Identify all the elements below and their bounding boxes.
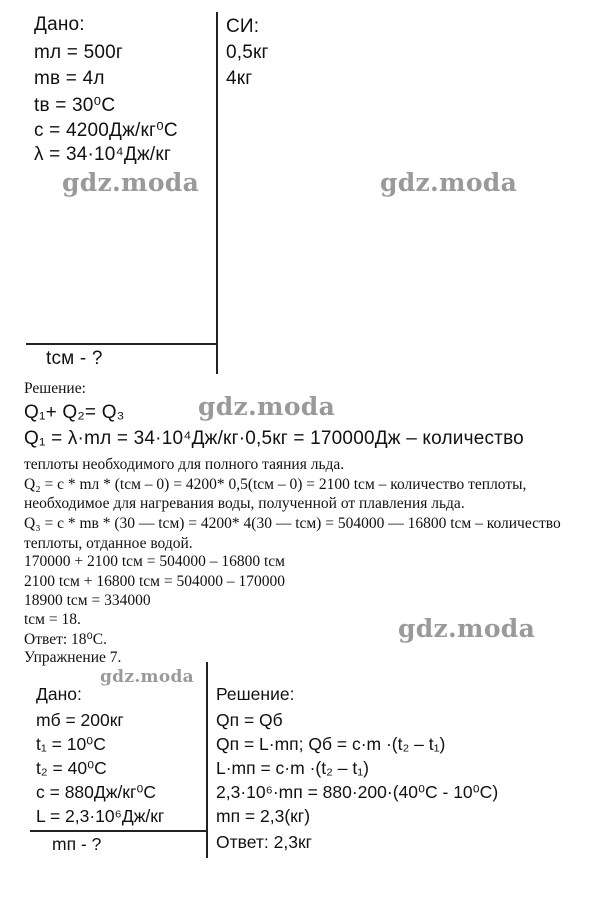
- given-line: mл = 500г: [34, 42, 123, 63]
- solution-line: tсм = 18.: [24, 611, 81, 628]
- solution-line-2: L·mп = c·m ·(t₂ – t₁): [216, 758, 369, 778]
- given-line: tв = 30⁰C: [34, 95, 116, 116]
- divider-vertical-1: [216, 12, 218, 374]
- exercise-title: Упражнение 7.: [24, 649, 122, 666]
- solution-answer: Ответ: 18⁰C.: [24, 631, 107, 648]
- divider-horizontal-1: [26, 343, 216, 345]
- solution-answer-2: Ответ: 2,3кг: [216, 832, 312, 852]
- solution-line-2: mп = 2,3(кг): [216, 806, 311, 826]
- si-header: СИ:: [226, 16, 260, 37]
- given-line: λ = 34·10⁴Дж/кг: [34, 144, 172, 165]
- given-line: L = 2,3·10⁶Дж/кг: [36, 806, 165, 826]
- solution-line: необходимое для нагревания воды, полученной от плавления льда.: [24, 495, 465, 512]
- given-header-2: Дано:: [36, 684, 82, 704]
- solution-line: теплоты, отданное водой.: [24, 535, 193, 552]
- solution-line: 2100 tсм + 16800 tсм = 504000 – 170000: [24, 573, 285, 590]
- given-line: c = 4200Дж/кг⁰C: [34, 120, 178, 141]
- watermark: gdz.moda: [380, 168, 518, 197]
- solution-line: Q₃ = c * mв * (30 — tсм) = 4200* 4(30 — tсм) = 504000 — 16800 tсм – количество: [24, 515, 561, 532]
- divider-vertical-2: [206, 662, 208, 858]
- watermark: gdz.moda: [100, 667, 194, 687]
- solution-line: теплоты необходимого для полного таяния льда.: [24, 456, 345, 473]
- find-1: tсм - ?: [46, 348, 103, 369]
- given-line: t₂ = 40⁰C: [36, 758, 107, 778]
- si-line: 0,5кг: [226, 42, 269, 63]
- solution-line-2: Qп = Qб: [216, 710, 283, 730]
- given-line: mб = 200кг: [36, 710, 124, 730]
- si-line: 4кг: [226, 68, 253, 89]
- solution-header: Решение:: [24, 380, 86, 397]
- solution-line-2: 2,3·10⁶·mп = 880·200·(40⁰C - 10⁰C): [216, 782, 499, 802]
- find-2: mп - ?: [52, 834, 102, 854]
- solution-equation: Q₁ = λ·mл = 34·10⁴Дж/кг·0,5кг = 170000Дж – количество: [24, 428, 524, 449]
- watermark: gdz.moda: [62, 168, 200, 197]
- solution-line: Q₂ = c * mл * (tсм – 0) = 4200* 0,5(tсм – 0) = 2100 tсм – количество теплоты,: [24, 476, 527, 493]
- solution-header-2: Решение:: [216, 684, 295, 704]
- given-line: mв = 4л: [34, 68, 105, 89]
- solution-line: 170000 + 2100 tсм = 504000 – 16800 tсм: [24, 553, 285, 570]
- solution-line: 18900 tсм = 334000: [24, 592, 151, 609]
- solution-equation: Q₁+ Q₂= Q₃: [24, 402, 125, 423]
- given-header-1: Дано:: [34, 14, 85, 35]
- given-line: t₁ = 10⁰C: [36, 734, 106, 754]
- solution-line-2: Qп = L·mп; Qб = c·m ·(t₂ – t₁): [216, 734, 446, 754]
- watermark: gdz.moda: [198, 392, 336, 421]
- watermark: gdz.moda: [398, 614, 536, 643]
- given-line: c = 880Дж/кг⁰C: [36, 782, 157, 802]
- divider-horizontal-2: [30, 830, 206, 832]
